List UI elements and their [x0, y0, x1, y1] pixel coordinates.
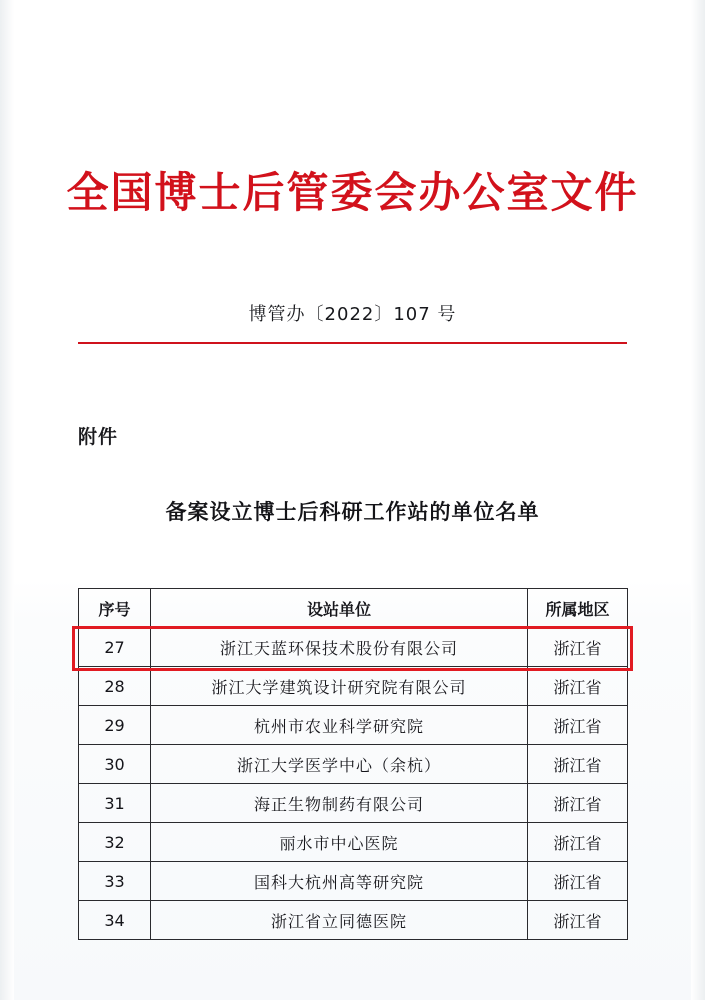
cell-region: 浙江省	[528, 706, 628, 745]
document-number: 博管办〔2022〕107 号	[248, 304, 457, 325]
cell-region: 浙江省	[528, 667, 628, 706]
unit-list-table	[78, 588, 628, 940]
cell-unit: 浙江天蓝环保技术股份有限公司	[151, 628, 528, 667]
cell-index: 31	[79, 784, 151, 823]
cell-region: 浙江省	[528, 784, 628, 823]
cell-index: 29	[79, 706, 151, 745]
table-row	[79, 706, 628, 745]
table-header-row	[79, 589, 628, 628]
column-header-unit: 设站单位	[151, 589, 528, 628]
cell-index: 32	[79, 823, 151, 862]
cell-unit: 丽水市中心医院	[151, 823, 528, 862]
table-row	[79, 901, 628, 940]
table-row	[79, 784, 628, 823]
table-row	[79, 628, 628, 667]
cell-region: 浙江省	[528, 862, 628, 901]
table-row	[79, 862, 628, 901]
table-body	[79, 628, 628, 940]
unit-list-table-wrapper	[78, 588, 627, 940]
document-title: 全国博士后管委会办公室文件	[66, 168, 639, 217]
cell-index: 30	[79, 745, 151, 784]
cell-unit: 国科大杭州高等研究院	[151, 862, 528, 901]
table-row	[79, 745, 628, 784]
table-row	[79, 823, 628, 862]
list-title: 备案设立博士后科研工作站的单位名单	[165, 500, 540, 524]
cell-region: 浙江省	[528, 901, 628, 940]
cell-unit: 杭州市农业科学研究院	[151, 706, 528, 745]
column-header-index: 序号	[79, 589, 151, 628]
cell-region: 浙江省	[528, 628, 628, 667]
cell-index: 34	[79, 901, 151, 940]
cell-region: 浙江省	[528, 745, 628, 784]
attachment-label: 附件	[78, 426, 119, 448]
cell-unit: 浙江大学医学中心（余杭）	[151, 745, 528, 784]
red-divider-rule	[78, 342, 627, 344]
cell-index: 33	[79, 862, 151, 901]
cell-index: 27	[79, 628, 151, 667]
cell-unit: 海正生物制药有限公司	[151, 784, 528, 823]
table-row	[79, 667, 628, 706]
cell-unit: 浙江大学建筑设计研究院有限公司	[151, 667, 528, 706]
cell-unit: 浙江省立同德医院	[151, 901, 528, 940]
cell-index: 28	[79, 667, 151, 706]
column-header-region: 所属地区	[528, 589, 628, 628]
cell-region: 浙江省	[528, 823, 628, 862]
